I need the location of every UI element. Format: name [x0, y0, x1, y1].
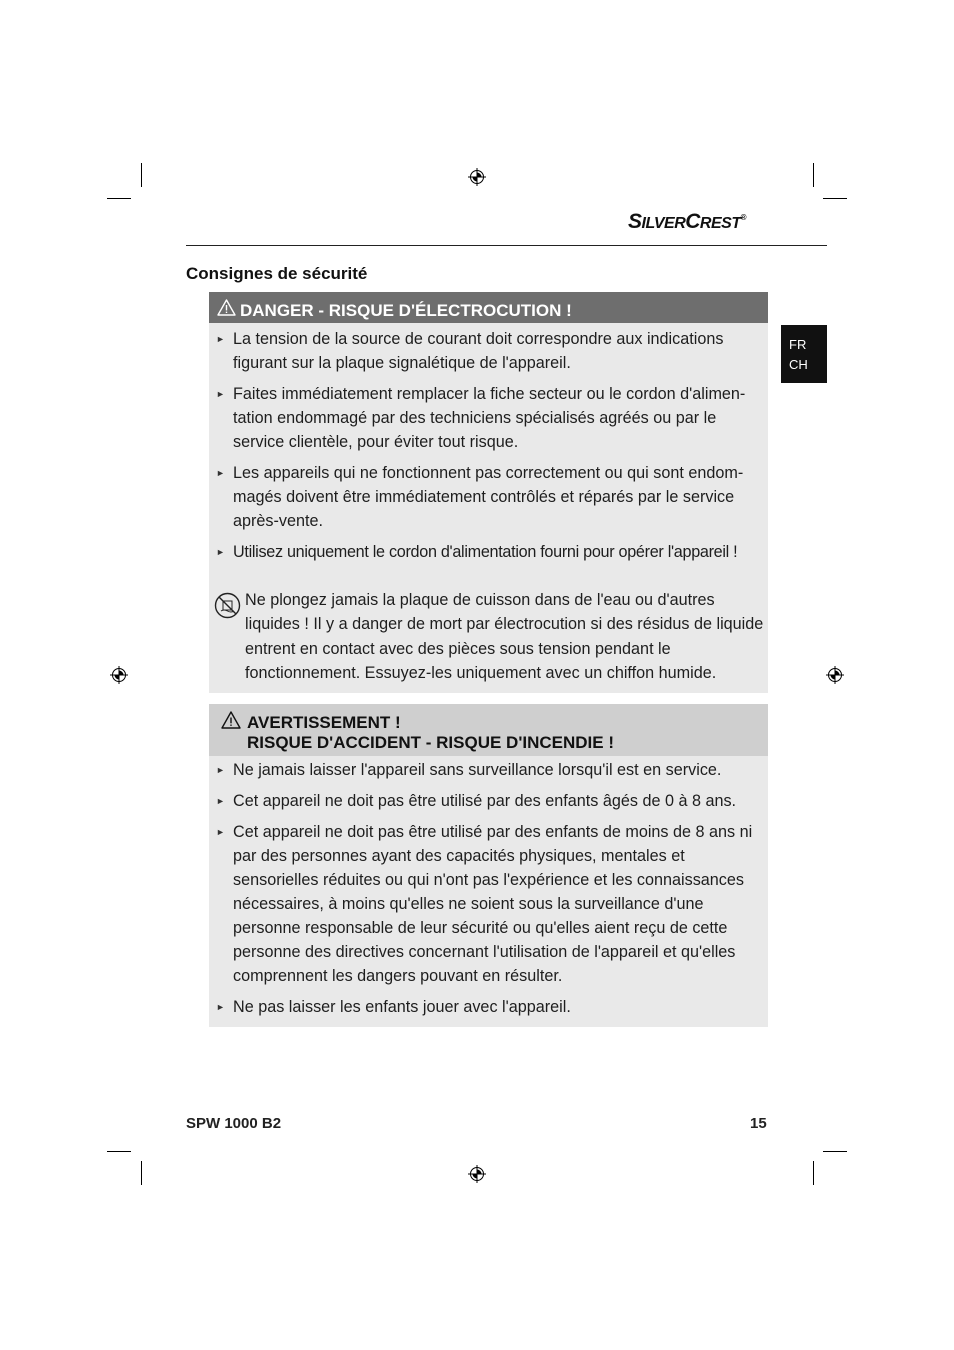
warning-triangle-icon: [217, 299, 236, 316]
page-number: 15: [750, 1115, 767, 1132]
list-item-text: Ne pas laisser les enfants jouer avec l'appareil.: [233, 998, 571, 1016]
brand-part: C: [685, 210, 700, 233]
registration-mark-icon: [468, 1165, 486, 1183]
warning-header: [209, 704, 768, 756]
language-code: FR: [789, 337, 807, 352]
bullet-arrow-icon: ►: [216, 765, 225, 775]
brand-logo: [628, 210, 746, 234]
header-rule: [186, 245, 827, 246]
danger-header: [209, 292, 768, 323]
brand-part: ILVER: [641, 215, 686, 232]
country-code: CH: [789, 357, 808, 372]
list-item: [209, 820, 768, 988]
bullet-arrow-icon: ►: [216, 1002, 225, 1012]
warning-title-line1: AVERTISSEMENT !: [247, 713, 401, 732]
brand-part: REST: [699, 215, 741, 232]
bullet-arrow-icon: ►: [216, 468, 225, 478]
crop-mark: [813, 1161, 814, 1185]
registration-mark-icon: [826, 666, 844, 684]
list-item-text: Faites immédiatement remplacer la fiche secteur ou le cordon d'alimen-tation endommagé par des techniciens spécialisés agréés ou par le service clientèle, pour éviter tout risque.: [233, 385, 746, 451]
crop-mark: [107, 1151, 131, 1152]
crop-mark: [813, 163, 814, 187]
warning-list: [209, 758, 768, 1026]
list-item-text: Utilisez uniquement le cordon d'alimentation fourni pour opérer l'appareil !: [233, 543, 738, 561]
registered-mark: ®: [740, 213, 746, 222]
crop-mark: [823, 198, 847, 199]
immersion-warning-note: Ne plongez jamais la plaque de cuisson dans de l'eau ou d'autres liquides ! Il y a danger de mort par électrocution si des résidus de liquide entrent en contact avec des pièces sous tension pendant le fonctionnement. Essuyez-les uniquement avec un chiffon humide.: [245, 591, 764, 682]
list-item: [209, 461, 768, 533]
crop-mark: [141, 1161, 142, 1185]
bullet-arrow-icon: ►: [216, 547, 225, 557]
registration-mark-icon: [468, 168, 486, 186]
warning-title-line2: RISQUE D'ACCIDENT - RISQUE D'INCENDIE !: [247, 733, 614, 752]
section-title: Consignes de sécurité: [186, 264, 368, 283]
list-item-text: Les appareils qui ne fonctionnent pas correctement ou qui sont endom-magés doivent être immédiatement contrôlés et réparés par le service après-vente.: [233, 464, 744, 530]
list-item: [209, 327, 768, 375]
model-number: SPW 1000 B2: [186, 1115, 282, 1132]
list-item-text: La tension de la source de courant doit correspondre aux indications figurant sur la plaque signalétique de l'appareil.: [233, 330, 724, 372]
registration-mark-icon: [110, 666, 128, 684]
language-tab: [781, 325, 827, 383]
list-item-text: Cet appareil ne doit pas être utilisé par des enfants de moins de 8 ans ni par des personnes ayant des capacités physiques, mentales et sensorielles réduites ou qui n'ont pas l'expérience et les connaissances nécessaires, à moins qu'elles ne soient sous la surveillance d'une personne responsable de leur sécurité ou qu'elles aient reçu de cette personne des directives concernant l'utilisation de l'appareil et qu'elles comprennent les dangers pouvant en résulter.: [233, 823, 753, 985]
brand-part: S: [628, 210, 642, 233]
list-item: [209, 382, 768, 454]
list-item: [209, 540, 768, 564]
bullet-arrow-icon: ►: [216, 334, 225, 344]
crop-mark: [141, 163, 142, 187]
list-item: [209, 789, 768, 813]
crop-mark: [823, 1151, 847, 1152]
danger-title: DANGER - RISQUE D'ÉLECTROCUTION !: [240, 301, 572, 320]
warning-box: [209, 704, 768, 1027]
list-item: [209, 995, 768, 1019]
danger-box: [209, 292, 768, 693]
list-item-text: Ne jamais laisser l'appareil sans surveillance lorsqu'il est en service.: [233, 761, 722, 779]
list-item: [209, 758, 768, 782]
bullet-arrow-icon: ►: [216, 796, 225, 806]
no-immersion-icon: [214, 592, 241, 619]
bullet-arrow-icon: ►: [216, 827, 225, 837]
bullet-arrow-icon: ►: [216, 389, 225, 399]
danger-list: [209, 327, 768, 571]
crop-mark: [107, 198, 131, 199]
warning-triangle-icon: [221, 711, 241, 729]
list-item-text: Cet appareil ne doit pas être utilisé par des enfants âgés de 0 à 8 ans.: [233, 792, 737, 810]
